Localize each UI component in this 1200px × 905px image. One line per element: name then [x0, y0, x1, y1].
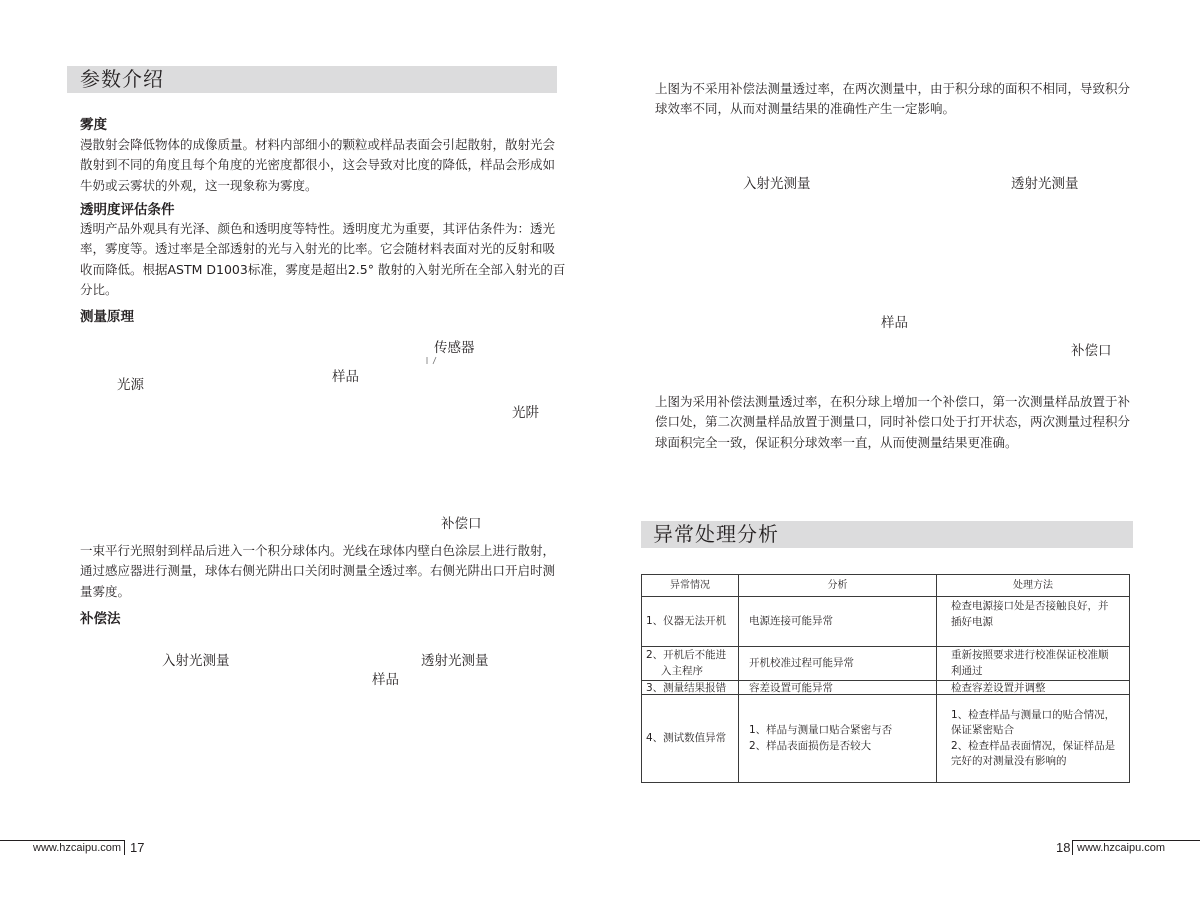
page-18: [600, 0, 1200, 905]
light-source-label: 光源: [117, 377, 144, 393]
cell-line: 3、测量结果报错: [646, 681, 727, 694]
cell-line: 容差设置可能异常: [749, 681, 833, 694]
cell-line: 电源连接可能异常: [749, 614, 833, 627]
sensor-pointer-icon: [424, 355, 438, 365]
paragraph-line: 散射到不同的角度且每个角度的光密度都很小，这会导致对比度的降低，样品会形成如: [80, 157, 556, 173]
cell-line: 入主程序: [661, 664, 703, 677]
cell-line: 4、测试数值异常: [646, 731, 727, 744]
paragraph-line: 一束平行光照射到样品后进入一个积分球体内。光线在球体内壁白色涂层上进行散射，: [80, 543, 556, 558]
cell-line: 2、开机后不能进: [646, 649, 727, 661]
cell-line: 重新按照要求进行校准保证校准顺: [951, 649, 1109, 661]
cell-line: 1、仪器无法开机: [646, 614, 727, 627]
table-cell-issue: [642, 647, 739, 681]
paragraph-line: 透明产品外观具有光泽、颜色和透明度等特性。透明度尤为重要，其评估条件为：透光: [80, 221, 556, 236]
table-cell-issue: [642, 597, 739, 647]
page-number: 17: [130, 840, 145, 855]
paragraph-line: 漫散射会降低物体的成像质量。材料内部细小的颗粒或样品表面会引起散射，散射光会: [80, 137, 556, 152]
table-cell-issue: [642, 695, 739, 783]
table-cell-issue: [642, 681, 739, 695]
table-header-issue: 异常情况: [642, 575, 739, 597]
paragraph-line: 偿口处，第二次测量样品放置于测量口，同时补偿口处于打开状态，两次测量过程积分: [655, 414, 1131, 430]
table-header-solution: 处理方法: [937, 575, 1130, 597]
table-cell-analysis: [739, 597, 937, 647]
footer-website: www.hzcaipu.com: [33, 842, 122, 854]
incident-measurement-label: 入射光测量: [162, 653, 230, 669]
paragraph-line: 量雾度。: [80, 583, 131, 599]
cell-line: 检查电源接口处是否接触良好，并: [951, 600, 1109, 612]
table-cell-solution: [937, 695, 1130, 783]
sensor-label: 传感器: [434, 340, 475, 356]
table-cell-analysis: [739, 647, 937, 681]
cell-line: 2、样品表面损伤是否较大: [749, 739, 872, 752]
cell-line: 保证紧密贴合: [951, 724, 1014, 736]
sample-label: 样品: [372, 672, 399, 688]
section-title: 参数介绍: [80, 67, 164, 91]
haze-paragraph: [80, 135, 555, 196]
table-cell-analysis: [739, 681, 937, 695]
table-header-row: [642, 575, 1130, 597]
paragraph-line: 球效率不同，从而对测量结果的准确性产生一定影响。: [655, 101, 956, 117]
paragraph-line: 上图为不采用补偿法测量透过率，在两次测量中，由于积分球的面积不相同，导致积分: [655, 81, 1131, 96]
cell-line: 1、样品与测量口贴合紧密与否: [749, 724, 893, 736]
footer-website: www.hzcaipu.com: [1077, 842, 1166, 854]
footer-divider: [1072, 840, 1073, 855]
incident-measurement-label: 入射光测量: [743, 176, 811, 192]
cell-line: 检查容差设置并调整: [951, 681, 1046, 694]
paragraph-line: 牛奶或云雾状的外观，这一现象称为雾度。: [80, 177, 318, 193]
section-title-bar: [641, 521, 1133, 548]
transparency-heading: 透明度评估条件: [80, 202, 175, 218]
table-row: [642, 681, 1130, 695]
cell-line: 开机校准过程可能异常: [749, 656, 854, 669]
paragraph-line: 分比。: [80, 282, 118, 298]
table-cell-analysis: [739, 695, 937, 783]
paragraph-line: 上图为采用补偿法测量透过率，在积分球上增加一个补偿口，第一次测量样品放置于补: [655, 394, 1131, 409]
transmitted-measurement-label: 透射光测量: [421, 653, 489, 669]
principle-paragraph: [80, 541, 555, 602]
paragraph-line: 通过感应器进行测量，球体右侧光阱出口关闭时测量全透过率。右侧光阱出口开启时测: [80, 563, 556, 579]
compensation-heading: 补偿法: [80, 611, 121, 627]
sample-label: 样品: [332, 369, 359, 385]
table-header-analysis: 分析: [739, 575, 937, 597]
light-trap-label: 光阱: [512, 405, 539, 421]
principle-heading: 测量原理: [80, 309, 134, 325]
compensation-port-label: 补偿口: [441, 516, 482, 532]
paragraph-line: 球面积完全一致，保证积分球效率一直，从而使测量结果更准确。: [655, 434, 1018, 450]
table-row: [642, 647, 1130, 681]
sample-label: 样品: [881, 315, 908, 331]
section-title: 异常处理分析: [653, 522, 779, 546]
page-number: 18: [1056, 840, 1071, 855]
cell-line: 利通过: [951, 664, 983, 677]
table-cell-solution: [937, 647, 1130, 681]
cell-line: 完好的对测量没有影响的: [951, 755, 1067, 767]
cell-line: 插好电源: [951, 615, 993, 628]
intro-paragraph: [655, 79, 1130, 120]
compensation-paragraph: [655, 392, 1130, 453]
table-cell-solution: [937, 597, 1130, 647]
paragraph-line: 收而降低。根据ASTM D1003标准，雾度是超出2.5° 散射的入射光所在全部入射光的百: [80, 261, 566, 277]
table-cell-solution: [937, 681, 1130, 695]
troubleshooting-table: [641, 574, 1130, 783]
haze-heading: 雾度: [80, 117, 107, 133]
compensation-port-label: 补偿口: [1071, 343, 1112, 359]
table-row: [642, 597, 1130, 647]
footer-divider: [124, 840, 125, 855]
cell-line: 1、检查样品与测量口的贴合情况，: [951, 708, 1116, 721]
table-row: [642, 695, 1130, 783]
cell-line: 2、检查样品表面情况，保证样品是: [951, 739, 1116, 752]
transparency-paragraph: [80, 219, 565, 301]
section-title-bar: [67, 66, 557, 93]
transmitted-measurement-label: 透射光测量: [1011, 176, 1079, 192]
paragraph-line: 率，雾度等。透过率是全部透射的光与入射光的比率。它会随材料表面对光的反射和吸: [80, 241, 556, 257]
